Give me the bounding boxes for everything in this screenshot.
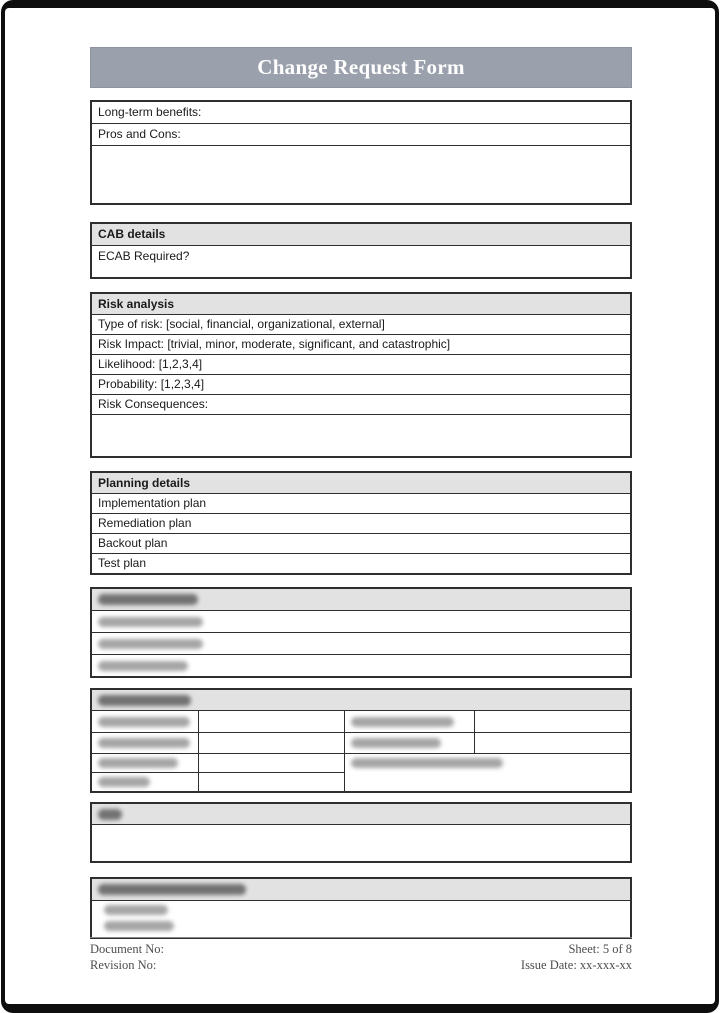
redacted-text [351,758,503,768]
redacted-text [98,809,122,820]
risk-analysis-title: Risk analysis [98,296,175,311]
planning-details-header [92,473,630,493]
redacted-section-c-table [90,802,632,863]
empty-field [198,753,344,772]
likelihood-label: Likelihood: [1,2,3,4] [98,357,203,371]
redacted-text [104,921,174,931]
redacted-text [98,617,203,627]
risk-consequences-area [92,414,630,456]
ecab-required-row [92,245,630,277]
redacted-text [98,639,203,649]
redacted-row [92,610,630,632]
table-row [92,123,630,145]
empty-field [198,772,344,791]
empty-notes-area [92,824,630,861]
redacted-cell [92,753,198,772]
redacted-text [98,717,190,727]
redacted-text [351,717,454,727]
risk-analysis-header [92,294,630,314]
revision-no-label: Revision No: [90,958,157,973]
remediation-plan-label: Remediation plan [98,516,192,530]
document-no-label: Document No: [90,942,164,956]
benefits-table [90,100,632,205]
redacted-section-d-table [90,877,632,939]
page-footer [90,937,632,974]
implementation-plan-row [92,493,630,513]
redacted-table-b-header [92,690,630,710]
redacted-cell [344,732,474,753]
redacted-section-c-header [92,804,630,824]
risk-consequences-label: Risk Consequences: [98,397,209,411]
issue-date: Issue Date: xx-xxx-xx [520,958,632,973]
redacted-table-b-grid [92,710,630,791]
redacted-text [98,695,191,706]
redacted-text [98,594,198,605]
probability-label: Probability: [1,2,3,4] [98,377,205,391]
empty-field [474,732,630,753]
empty-field [474,711,630,732]
test-plan-row [92,553,630,573]
redacted-section-d-header [92,879,630,900]
risk-consequences-row [92,394,630,414]
probability-row [92,374,630,394]
cab-details-header [92,224,630,245]
footer-divider [90,937,632,938]
footer-right [521,941,632,974]
cab-details-table [90,222,632,279]
remediation-plan-row [92,513,630,533]
redacted-section-a-table [90,587,632,678]
redacted-section-a-header [92,589,630,610]
form-title-band [90,47,632,88]
redacted-row [92,654,630,676]
backout-plan-row [92,533,630,553]
benefits-notes-area [92,145,630,203]
page-content [90,47,632,939]
risk-impact-label: Risk Impact: [trivial, minor, moderate, significant, and catastrophic] [98,337,451,351]
page-title: Change Request Form [257,55,465,79]
redacted-cell [92,711,198,732]
redacted-cell [92,732,198,753]
redacted-text [104,905,168,915]
planning-details-title: Planning details [98,475,191,490]
test-plan-label: Test plan [98,556,147,570]
redacted-detail-row [92,900,630,937]
risk-analysis-table [90,292,632,458]
redacted-text [98,777,150,787]
risk-impact-row [92,334,630,354]
redacted-text [98,661,188,671]
redacted-text [351,738,441,748]
empty-field [198,732,344,753]
table-row [92,102,630,123]
redacted-row [92,632,630,654]
sheet-number: Sheet: 5 of 8 [568,942,632,956]
planning-details-table [90,471,632,575]
backout-plan-label: Backout plan [98,536,168,550]
likelihood-row [92,354,630,374]
type-of-risk-label: Type of risk: [social, financial, organizational, external] [98,317,385,331]
footer-left [90,941,164,974]
redacted-table-b [90,688,632,793]
redacted-cell [92,772,198,791]
redacted-merged-cell [344,753,630,791]
pros-and-cons-label: Pros and Cons: [98,127,181,141]
implementation-plan-label: Implementation plan [98,496,207,510]
ecab-required-label: ECAB Required? [98,249,190,263]
cab-details-title: CAB details [98,227,166,241]
redacted-lines [98,901,180,937]
document-page [5,8,715,1004]
page-frame [1,0,719,1013]
type-of-risk-row [92,314,630,334]
empty-field [198,711,344,732]
redacted-text [98,738,190,748]
redacted-text [98,758,178,768]
redacted-text [98,884,246,895]
redacted-cell [344,711,474,732]
long-term-benefits-label: Long-term benefits: [98,105,202,119]
